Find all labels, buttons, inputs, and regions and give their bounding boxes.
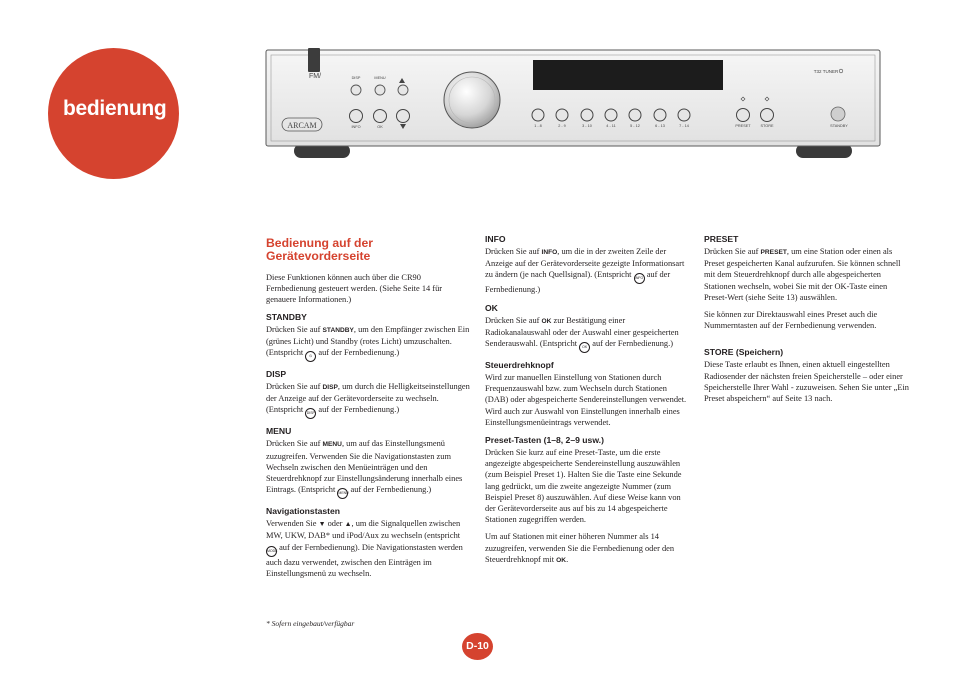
preset-text: Drücken Sie auf PRESET, um eine Station oder einen als Preset gespeicherten Kanal aufzurufen. Sie können schnell mit dem Steuerdrehknopf durch alle abgespeicherten Stationen wechseln, wobei Sie mit der OK-Taste einen Preset-Wert (siehe Seite 13) auswählen. [704,247,901,302]
menu-section [266,426,472,499]
tuner-front-panel-illustration [262,48,884,162]
svg-text:STORE: STORE [760,124,774,128]
display-window [533,60,723,90]
svg-text:PRESET: PRESET [735,124,751,128]
disp-text: Drücken Sie auf DISP, um durch die Helligkeitseinstellungen der Anzeige auf der Gerätevorderseite zu wechseln. (Entspricht DISP auf der Fernbedienung.) [266,381,472,419]
nav-heading: Navigationstasten [266,506,341,517]
store-heading: STORE (Speichern) [704,347,784,358]
power-icon: ⏻ [305,351,316,362]
menu-text: Drücken Sie auf MENU, um auf das Einstellungsmenü zuzugreifen. Verwenden Sie die Navigationstasten zum Wechseln zwischen den Menüeinträgen und den Steuerdrehknopf zur Einstellungsänderung innerhalb eines Eintrags. (Entspricht MENU auf der Fernbedienung.) [266,438,472,499]
ok-text: Drücken Sie auf OK zur Bestätigung einer Radiokanalauswahl oder der Auswahl einer gespeicherten Senderauswahl. (Entspricht OK auf der Fernbedienung.) [485,315,691,353]
section-heading: Bedienung auf der Gerätevorderseite [266,236,373,263]
svg-text:3 - 10: 3 - 10 [582,124,592,128]
svg-text:T32 TUNER: T32 TUNER [813,69,839,74]
nav-section [266,506,472,579]
disp-button [351,85,361,95]
svg-text:4 - 11: 4 - 11 [606,124,616,128]
info-heading: INFO [485,234,506,244]
ok-remote-icon: OK [579,342,590,353]
page-number: D-10 [462,633,493,660]
svg-text:ARCAM: ARCAM [287,121,317,130]
disp-section [266,369,472,419]
column-3 [704,234,910,411]
preset-button-7 [678,109,690,121]
store-text: Diese Taste erlaubt es Ihnen, einen aktuell eingestellten Radiosender der nächsten freien Speicherstelle – oder einer Speicherstelle Ihrer Wahl - zuzuweisen. Sehen Sie unter „Ein Preset abspeichern“ auf Seite 13 nach. [704,360,909,404]
store-section [704,347,910,404]
svg-text:STANDBY: STANDBY [830,124,848,128]
preset-button-5 [629,109,641,121]
svg-text:OK: OK [377,125,383,129]
knob-heading: Steuerdrehknopf [485,360,554,371]
column-2 [485,234,691,573]
standby-text: Drücken Sie auf STANDBY, um den Empfänger zwischen Ein (grünes Licht) und Standby (rotes Licht) umzuschalten. (Entspricht ⏻ auf der Fernbedienung.) [266,324,472,362]
preset-button-3 [581,109,593,121]
presets-text: Drücken Sie kurz auf eine Preset-Taste, um die erste angezeigte abgespeicherte Sendereinstellung auszuwählen (zum Beispiel Preset 1). Halten Sie die Taste eine Sekunde lang gedrückt, um die zweite angezeigte Nummer (zum Beispiel Preset 8) auszuwählen. Auf diese Weise kann von der Gerätevorderseite aus auf bis zu 14 abgespeicherte Stationen zugegriffen werden. [485,448,682,525]
menu-heading: MENU [266,426,292,437]
ok-section [485,303,691,353]
preset-text-2: Sie können zur Direktauswahl eines Preset auch die Nummerntasten auf der Fernbedienung verwenden. [704,310,878,331]
info-button [350,110,363,123]
nav-down-button [397,110,410,123]
info-text: Drücken Sie auf INFO, um die in der zweiten Zeile der Anzeige auf der Gerätevorderseite gezeigte Informationsart zu ändern (je nach Quellsignal). (Entspricht INFO auf der Fernbedienung.) [485,247,685,295]
ok-heading: OK [485,302,498,313]
knob-section [485,360,691,428]
knob-text: Wird zur manuellen Einstellung von Stationen durch Frequenzauswahl bzw. zum Wechseln durch Stationen (DAB) oder abgespeicherte Sendereinstellungen verwendet. Wird auch zur Auswahl von Einstellungen innerhalb eines Einstellungsmenüeintrags verwendet. [485,373,687,427]
svg-text:FM/: FM/ [309,73,322,80]
presets-text-2: Um auf Stationen mit einer höheren Nummer als 14 zuzugreifen, verwenden Sie die Fernbedienung oder den Steuerdrehknopf mit OK. [485,532,675,564]
preset-section [704,234,910,331]
svg-text:2 - 9: 2 - 9 [558,124,566,128]
presets-heading: Preset-Tasten (1–8, 2–9 usw.) [485,435,604,446]
intro-text: Diese Funktionen können auch über die CR90 Fernbedienung gesteuert werden. (Siehe Seite 14 für genauere Informationen.) [266,273,443,305]
footnote: * Sofern eingebaut/verfügbar [266,619,355,628]
disp-remote-icon: DISP [305,408,316,419]
store-button [761,109,774,122]
info-remote-icon: INFO [634,273,645,284]
preset-button [737,109,750,122]
ok-button [374,110,387,123]
preset-button-1 [532,109,544,121]
standby-heading: STANDBY [266,311,307,322]
svg-text:1 - 8: 1 - 8 [534,124,542,128]
svg-text:6 - 13: 6 - 13 [655,124,665,128]
down-arrow-icon: ▼ [318,520,326,529]
svg-text:INFO: INFO [351,125,361,129]
disp-heading: DISP [266,369,287,380]
page-title: bedienung [63,97,167,120]
nav-up-button [398,85,408,95]
nav-text: Verwenden Sie ▼ oder ▲, um die Signalquellen zwischen MW, UKW, DAB* und iPod/Aux zu wechseln (entspricht MODE auf der Fernbedienung). Die Navigationstasten werden auch dazu verwendet, zwischen den Einträgen im Einstellungsmenü zu wechseln. [266,519,463,578]
presets-section [485,435,691,566]
up-arrow-icon: ▲ [344,520,352,529]
menu-button [375,85,385,95]
tuning-knob [444,72,500,128]
standby-button [831,107,845,121]
svg-text:MENU: MENU [374,76,386,80]
column-1 [266,234,472,586]
standby-section [266,312,472,362]
info-section [485,234,691,296]
preset-button-6 [654,109,666,121]
svg-text:5 - 12: 5 - 12 [630,124,640,128]
preset-heading: PRESET [704,234,739,244]
svg-text:DISP: DISP [351,76,361,80]
menu-remote-icon: MENU [337,488,348,499]
preset-button-4 [605,109,617,121]
ipod-dock-tab [308,48,320,72]
svg-text:7 - 14: 7 - 14 [679,124,689,128]
preset-button-2 [556,109,568,121]
mode-remote-icon: MODE [266,546,277,557]
